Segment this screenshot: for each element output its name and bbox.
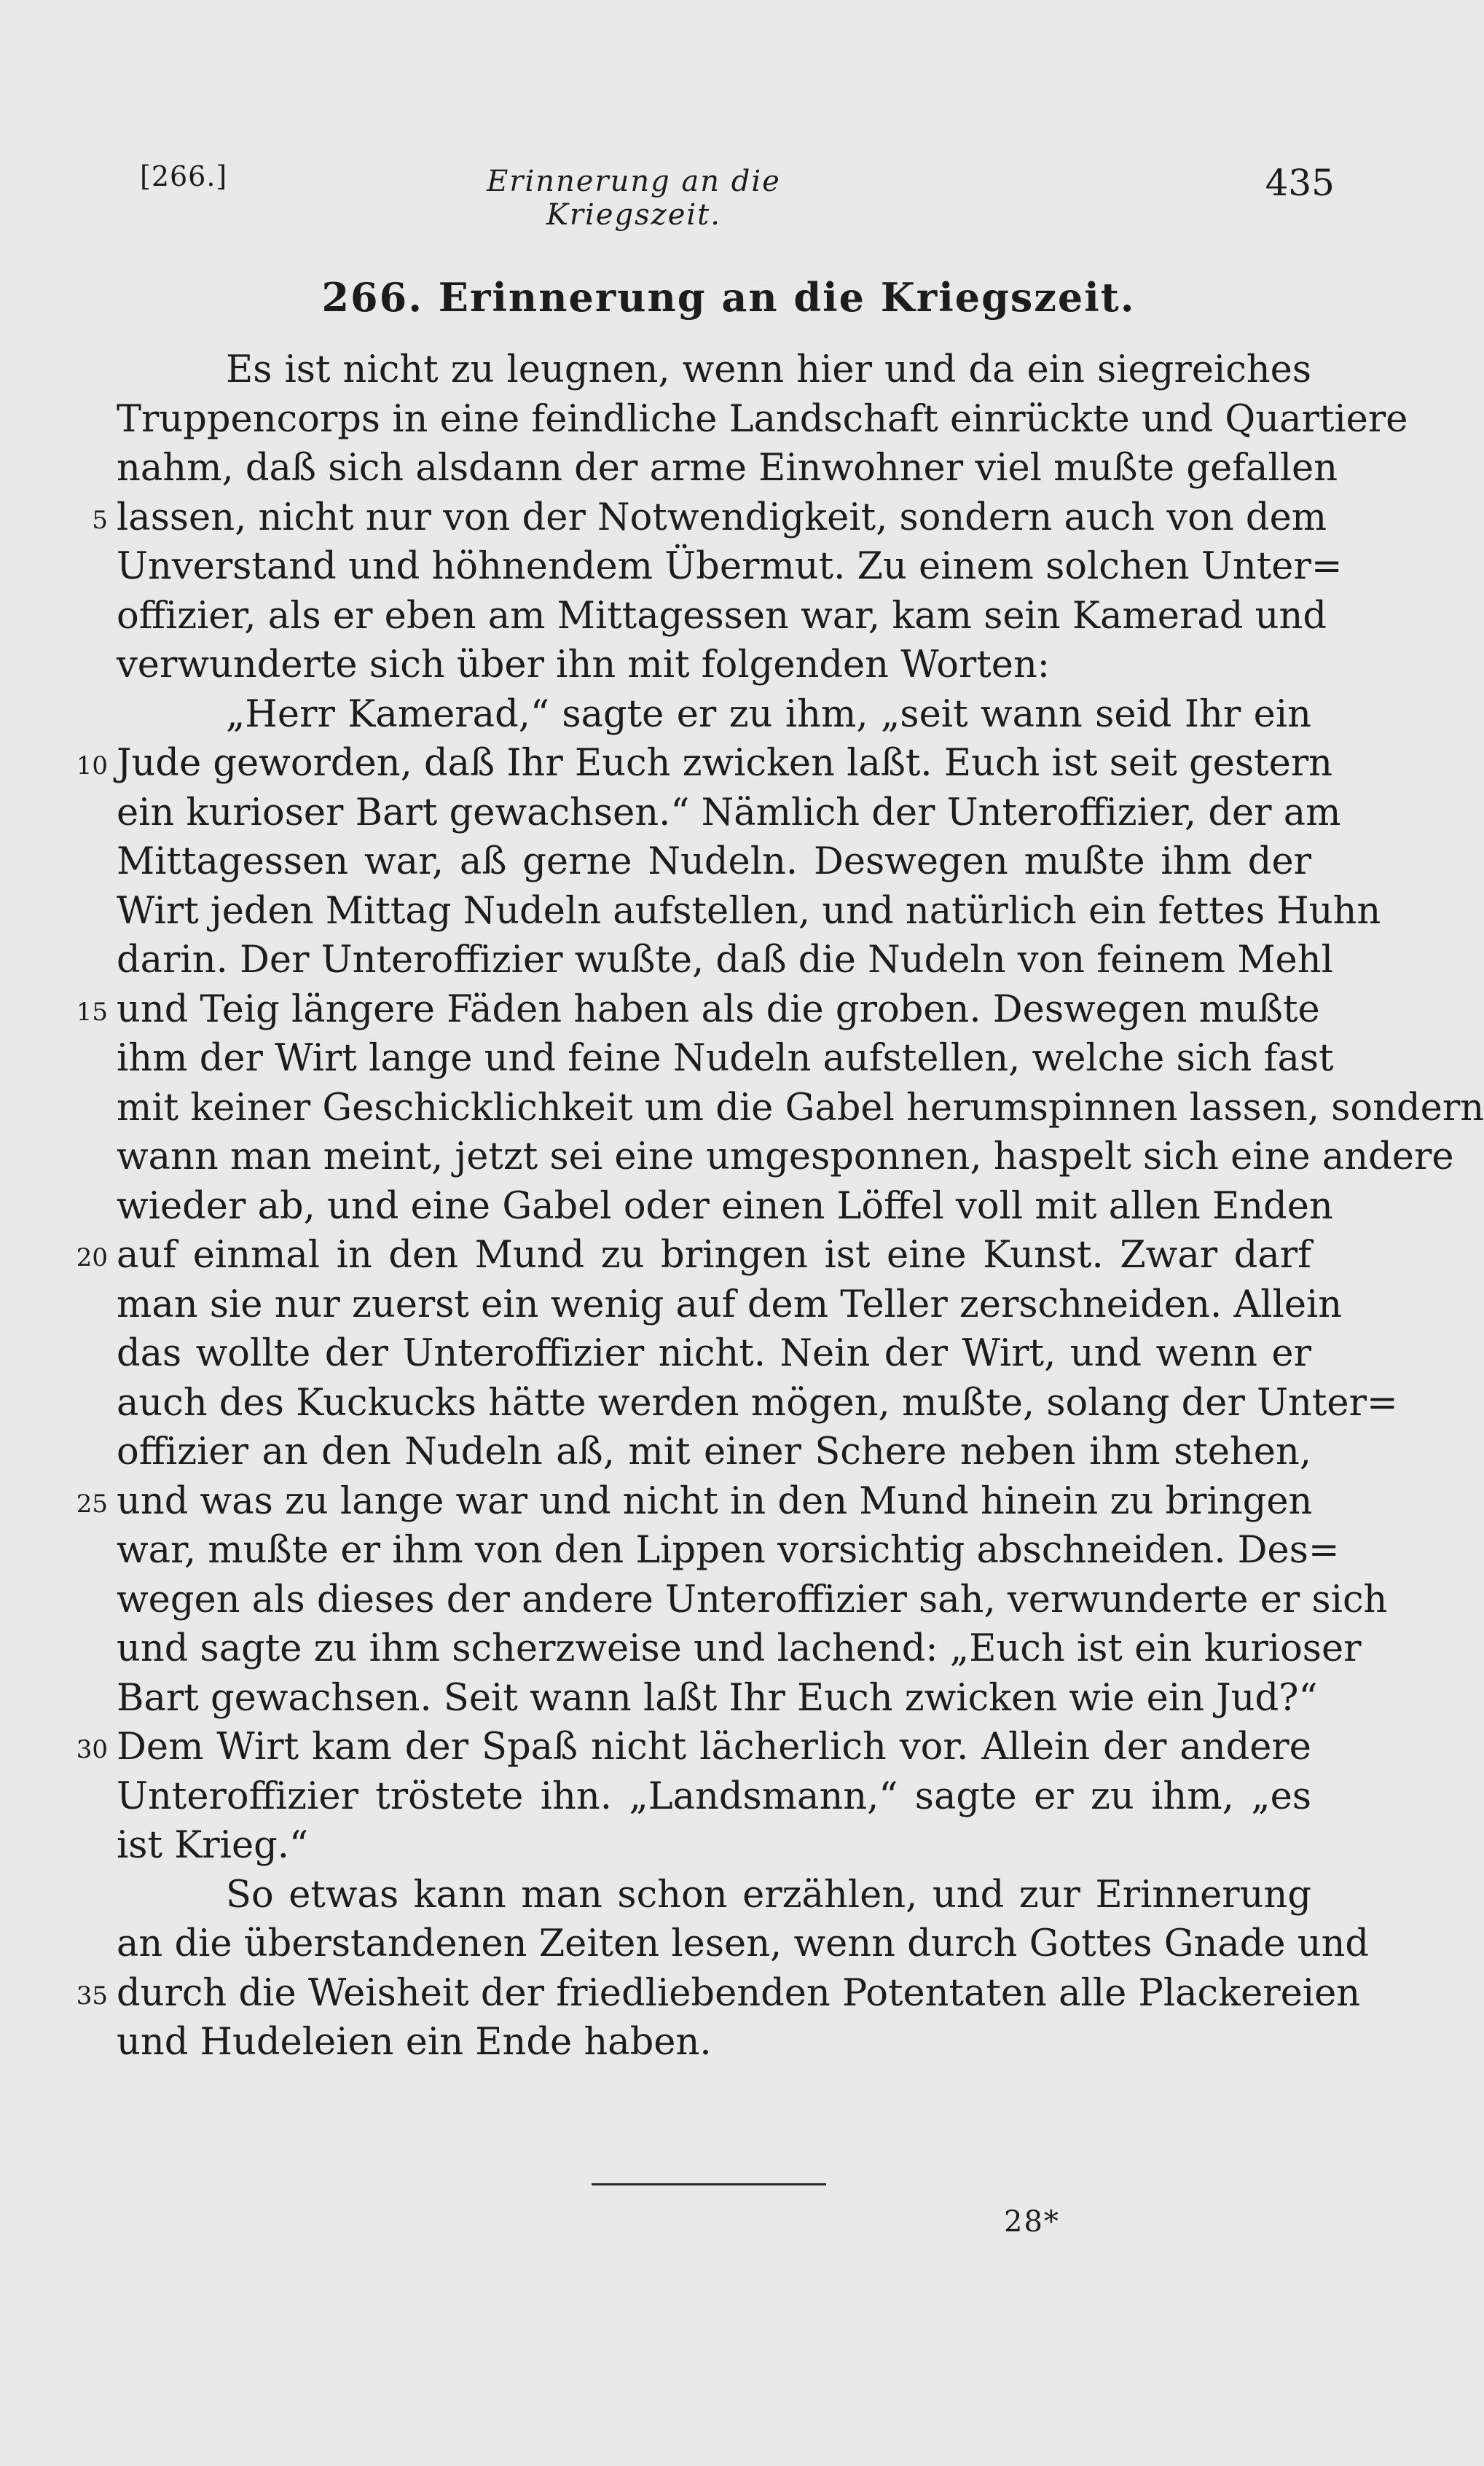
text-line	[76, 1477, 1313, 1527]
line-text: war, mußte er ihm von den Lippen vorsichtig abschneiden. Des=	[117, 1529, 1340, 1572]
line-text: lassen, nicht nur von der Notwendigkeit, sondern auch von dem	[117, 496, 1327, 539]
line-number: 30	[76, 1735, 108, 1764]
line-number: 15	[76, 997, 108, 1027]
text-line	[117, 788, 1341, 838]
line-text: durch die Weisheit der friedliebenden Potentaten alle Plackereien	[117, 1971, 1361, 2015]
text-line	[117, 444, 1338, 493]
text-line	[117, 2018, 1311, 2067]
line-text: „Herr Kamerad,“ sagte er zu ihm, „seit wann seid Ihr ein	[226, 692, 1311, 736]
text-line	[76, 1969, 1361, 2019]
line-text: Truppencorps in eine feindliche Landschaft einrückte und Quartiere	[117, 397, 1408, 441]
body-text	[76, 345, 1484, 2067]
line-text: Bart gewachsen. Seit wann laßt Ihr Euch zwicken wie ein Jud?“	[117, 1676, 1318, 1720]
line-text: und sagte zu ihm scherzweise und lachend: „Euch ist ein kurioser	[117, 1627, 1362, 1670]
line-number: 35	[76, 1981, 108, 2011]
text-line	[117, 837, 1311, 887]
section-number: [266.]	[140, 160, 228, 192]
line-text: ein kurioser Bart gewachsen.“ Nämlich der Unteroffizier, der am	[117, 791, 1341, 834]
text-line	[117, 1280, 1343, 1330]
text-line	[76, 1723, 1311, 1772]
text-line	[117, 1329, 1311, 1379]
line-number: 25	[76, 1489, 108, 1519]
text-line	[117, 1428, 1311, 1477]
text-line	[117, 1821, 1311, 1871]
line-number: 10	[76, 751, 108, 780]
line-text: wegen als dieses der andere Unteroffizier sah, verwunderte er sich	[117, 1578, 1388, 1621]
line-text: nahm, daß sich alsdann der arme Einwohner viel mußte gefallen	[117, 447, 1338, 490]
text-line	[117, 1576, 1388, 1625]
text-line	[117, 1919, 1370, 1969]
end-rule	[592, 2183, 826, 2185]
line-text: Mittagessen war, aß gerne Nudeln. Deswegen mußte ihm der	[117, 840, 1311, 883]
line-number: 20	[76, 1243, 108, 1272]
line-text: und Hudeleien ein Ende haben.	[117, 2021, 712, 2064]
line-text: an die überstandenen Zeiten lesen, wenn durch Gottes Gnade und	[117, 1922, 1370, 1965]
printer-signature-mark: 28*	[1004, 2205, 1060, 2239]
line-text: So etwas kann man schon erzählen, und zur Erinnerung	[226, 1873, 1311, 1917]
text-line	[92, 493, 1327, 543]
text-line	[117, 1084, 1484, 1133]
line-text: auch des Kuckucks hätte werden mögen, mußte, solang der Unter=	[117, 1381, 1398, 1425]
line-text: mit keiner Geschicklichkeit um die Gabel herumspinnen lassen, sondern	[117, 1086, 1484, 1130]
text-line	[117, 345, 1311, 395]
running-title: Erinnerung an die Kriegszeit.	[487, 165, 781, 232]
text-line	[117, 887, 1381, 936]
text-line	[117, 1772, 1311, 1822]
text-line	[117, 1871, 1311, 1920]
line-text: darin. Der Unteroffizier wußte, daß die Nudeln von feinem Mehl	[117, 939, 1333, 982]
text-line	[117, 395, 1408, 445]
line-text: Jude geworden, daß Ihr Euch zwicken laßt. Euch ist seit gestern	[117, 742, 1333, 785]
text-line	[117, 690, 1311, 740]
text-line	[117, 641, 1311, 690]
text-line	[76, 739, 1333, 788]
text-line	[117, 1182, 1333, 1232]
text-line	[117, 1034, 1334, 1084]
text-line	[76, 1231, 1311, 1280]
page-number: 435	[1265, 162, 1335, 204]
text-line	[117, 592, 1327, 641]
story-title: 266. Erinnerung an die Kriegszeit.	[321, 274, 1136, 321]
line-number: 5	[92, 505, 108, 535]
line-text: offizier an den Nudeln aß, mit einer Schere neben ihm stehen,	[117, 1430, 1311, 1473]
text-line	[117, 1379, 1398, 1428]
line-text: ist Krieg.“	[117, 1824, 309, 1867]
text-line	[117, 1624, 1362, 1674]
text-line	[117, 1132, 1454, 1182]
line-text: und was zu lange war und nicht in den Mund hinein zu bringen	[117, 1479, 1313, 1523]
text-line	[117, 1674, 1318, 1723]
running-head	[0, 154, 1457, 232]
line-text: Unteroffizier tröstete ihn. „Landsmann,“ sagte er zu ihm, „es	[117, 1774, 1311, 1818]
line-text: ihm der Wirt lange und feine Nudeln aufstellen, welche sich fast	[117, 1037, 1334, 1080]
line-text: wann man meint, jetzt sei eine umgesponnen, haspelt sich eine andere	[117, 1135, 1454, 1178]
text-line	[117, 1526, 1340, 1576]
line-text: Unverstand und höhnendem Übermut. Zu einem solchen Unter=	[117, 545, 1343, 588]
text-line	[117, 542, 1343, 592]
line-text: auf einmal in den Mund zu bringen ist eine Kunst. Zwar darf	[117, 1234, 1311, 1277]
line-text: verwunderte sich über ihn mit folgenden Worten:	[117, 643, 1050, 686]
line-text: wieder ab, und eine Gabel oder einen Löffel voll mit allen Enden	[117, 1184, 1333, 1228]
line-text: Wirt jeden Mittag Nudeln aufstellen, und natürlich ein fettes Huhn	[117, 889, 1381, 933]
line-text: und Teig längere Fäden haben als die groben. Deswegen mußte	[117, 987, 1320, 1031]
line-text: offizier, als er eben am Mittagessen war, kam sein Kamerad und	[117, 594, 1327, 638]
line-text: das wollte der Unteroffizier nicht. Nein der Wirt, und wenn er	[117, 1332, 1311, 1375]
line-text: man sie nur zuerst ein wenig auf dem Teller zerschneiden. Allein	[117, 1283, 1343, 1326]
line-text: Dem Wirt kam der Spaß nicht lächerlich vor. Allein der andere	[117, 1726, 1311, 1769]
text-line	[117, 936, 1333, 985]
text-line	[76, 985, 1320, 1035]
line-text: Es ist nicht zu leugnen, wenn hier und da ein siegreiches	[226, 348, 1311, 391]
